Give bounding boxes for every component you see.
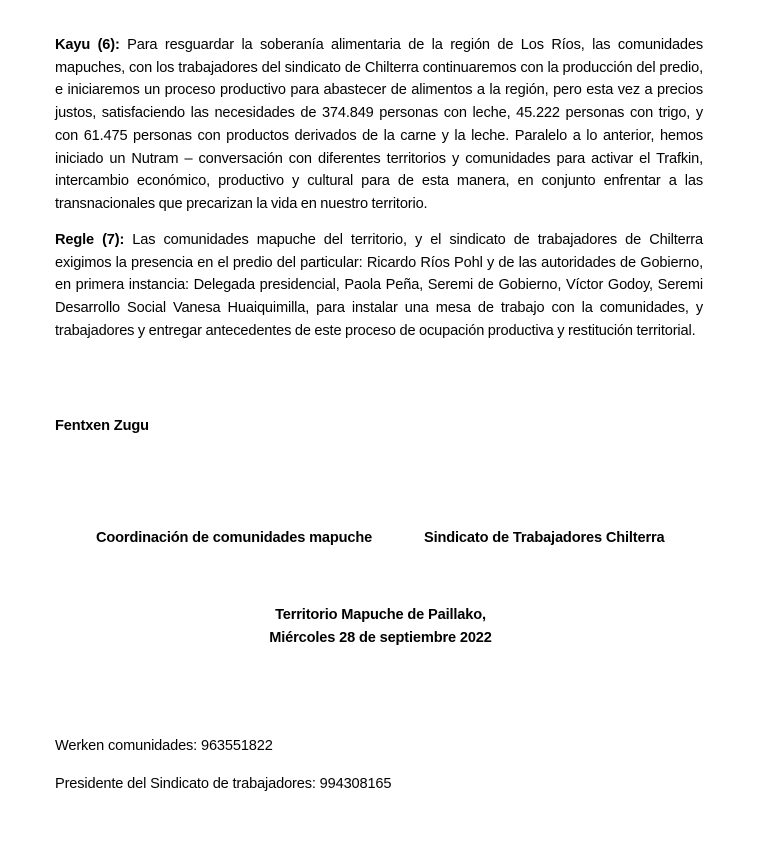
paragraph-kayu: [55, 34, 703, 216]
date-line: Miércoles 28 de septiembre 2022: [269, 630, 492, 646]
paragraph-text: Para resguardar la soberanía alimentaria de la región de Los Ríos, las comunidades mapuches, con los trabajadores del sindicato de Chilterra continuaremos con la producción del predio, e iniciaremos un proceso productivo para abastecer de alimentos a la región, pero esta vez a precios justos, satisfaciendo las necesidades de 374.849 personas con leche, 45.222 personas con trigo, y con 61.475 personas con productos derivados de la carne y la leche. Paralelo a lo anterior, hemos iniciado un Nutram – conversación con diferentes territorios y comunidades para activar el Trafkin, intercambio económico, productivo y cultural para de esta manera, en conjunto enfrentar a las transnacionales que precarizan la vida en nuestro territorio.: [55, 37, 704, 212]
signature-line: Fentxen Zugu: [55, 418, 149, 434]
paragraph-regle: [55, 229, 703, 343]
signatory-union: Sindicato de Trabajadores Chilterra: [424, 530, 665, 546]
signatory-coordination: Coordinación de comunidades mapuche: [96, 530, 373, 546]
contact-president: Presidente del Sindicato de trabajadores: 994308165: [55, 776, 392, 792]
place-line: Territorio Mapuche de Paillako,: [275, 607, 486, 623]
paragraph-label: Regle (7):: [55, 232, 125, 248]
contact-werken: Werken comunidades: 963551822: [55, 738, 273, 754]
paragraph-text: Las comunidades mapuche del territorio, y el sindicato de trabajadores de Chilterra exigimos la presencia en el predio del particular: Ricardo Ríos Pohl y de las autoridades de Gobierno, en primera instancia: Delegada presidencial, Paola Peña, Seremi de Gobierno, Víctor Godoy, Seremi Desarrollo Social Vanesa Huaiquimilla, para instalar una mesa de trabajo con la comunidades, y trabajadores y entregar antecedentes de este proceso de ocupación productiva y restitución territorial.: [55, 232, 703, 339]
paragraph-label: Kayu (6):: [55, 37, 120, 53]
